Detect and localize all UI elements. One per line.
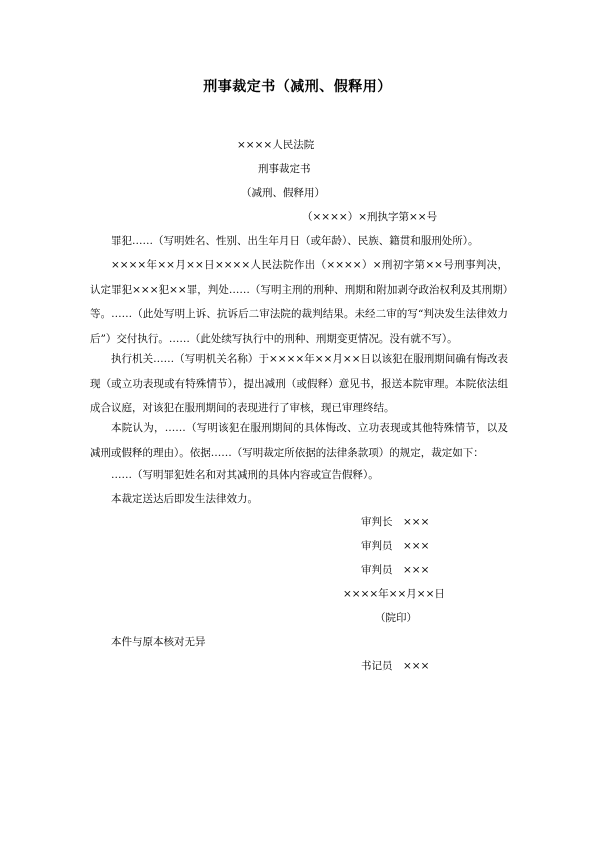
- case-number: （××××）×刑执字第××号: [302, 211, 438, 223]
- court-name: ××××人民法院: [237, 139, 315, 151]
- court-seal-label: （院印）: [375, 612, 417, 624]
- verification-note: 本件与原本核对无异: [111, 636, 206, 648]
- document-subtitle: （减刑、假释用）: [241, 187, 325, 199]
- paragraph-ruling: ……（写明罪犯姓名和对其减刑的具体内容或宣告假释）。: [111, 469, 379, 481]
- paragraph-defendant: 罪犯……（写明姓名、性别、出生年月日（或年龄）、民族、籍贯和服刑处所）。: [111, 235, 479, 247]
- ruling-date: ××××年××月××日: [343, 588, 445, 600]
- judge-signature-2: 审判员 ×××: [361, 564, 430, 576]
- paragraph-reasoning: 本院认为，……（写明该犯在服刑期间的具体悔改、立功表现或其他特殊情节，以及减刑或假释的理由）。依据……（写明裁定所依据的法律条款项）的规定，裁定如下：: [90, 422, 508, 459]
- document-title: 刑事裁定书（减刑、假释用）: [203, 79, 392, 95]
- judge-signature-1: 审判员 ×××: [361, 540, 430, 552]
- paragraph-judgment: ××××年××月××日××××人民法院作出（××××）×刑初字第××号刑事判决，认定罪犯×××犯××罪，判处……（写明主刑的刑种、刑期和附加剥夺政治权利及其刑期）等。……（此处写明上诉、抗诉后二审法院的裁判结果。未经二审的写“判决发生法律效力后”）交付执行。……（此处续写执行中的刑种、刑期变更情况。没有就不写）。: [90, 259, 508, 345]
- clerk-signature: 书记员 ×××: [361, 660, 430, 672]
- paragraph-proposal: 执行机关……（写明机关名称）于××××年××月××日以该犯在服刑期间确有悔改表现（或立功表现或有特殊情节），提出减刑（或假释）意见书，报送本院审理。本院依法组成合议庭，对该犯在服刑期间的表现进行了审核，现已审理终结。: [90, 353, 508, 414]
- paragraph-effect: 本裁定送达后即发生法律效力。: [111, 493, 258, 505]
- chief-judge-signature: 审判长 ×××: [361, 516, 430, 528]
- document-type: 刑事裁定书: [258, 163, 311, 175]
